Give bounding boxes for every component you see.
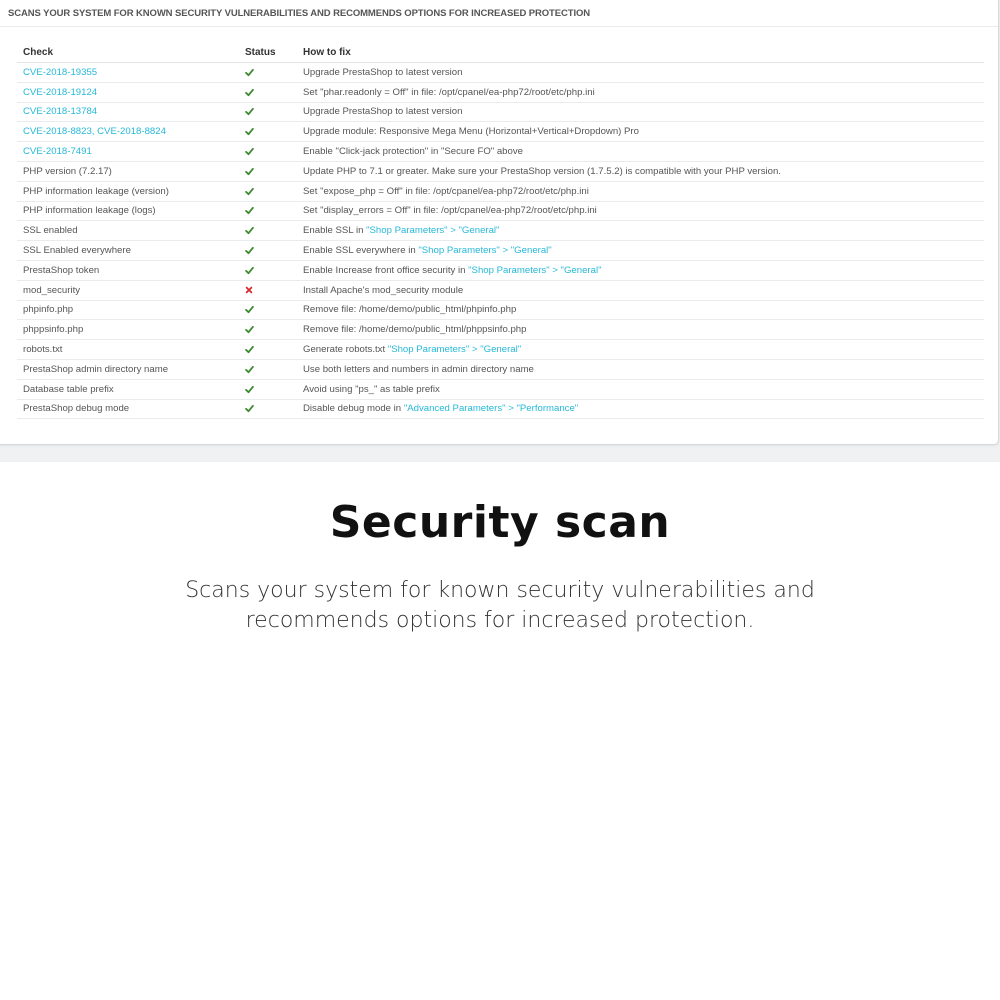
check-icon [245, 167, 254, 176]
check-name: phppsinfo.php [17, 320, 239, 340]
fix-instruction [297, 399, 984, 419]
fix-instruction [297, 181, 984, 201]
fix-instruction [297, 340, 984, 360]
settings-link[interactable]: "Shop Parameters" > "General" [366, 225, 500, 237]
table-row [17, 82, 984, 102]
fix-text: Use both letters and numbers in admin directory name [303, 363, 534, 375]
status-cell [239, 221, 297, 241]
fix-text: Upgrade PrestaShop to latest version [303, 106, 463, 118]
check-icon [245, 345, 254, 354]
feature-description: Scans your system for known security vulnerabilities and recommends options for increased protection. [185, 578, 815, 633]
check-name: SSL enabled [17, 221, 239, 241]
column-header-status: Status [239, 43, 297, 63]
table-row [17, 320, 984, 340]
fix-instruction [297, 359, 984, 379]
check-name: PrestaShop admin directory name [17, 359, 239, 379]
fix-text: Avoid using "ps_" as table prefix [303, 383, 440, 395]
settings-link[interactable]: "Shop Parameters" > "General" [387, 344, 522, 356]
status-cell [239, 300, 297, 320]
fix-instruction [297, 122, 984, 142]
table-row [17, 221, 984, 241]
settings-link[interactable]: "Shop Parameters" > "General" [468, 264, 602, 276]
check-icon [245, 246, 254, 255]
check-icon [245, 68, 254, 77]
fix-instruction [297, 142, 984, 162]
table-row [17, 201, 984, 221]
check-name: PrestaShop token [17, 260, 239, 280]
column-header-check: Check [17, 43, 239, 63]
status-cell [239, 359, 297, 379]
check-name: PHP information leakage (version) [17, 181, 239, 201]
fix-instruction [297, 300, 984, 320]
fix-instruction [297, 63, 984, 83]
fix-text: Enable "Click-jack protection" in "Secure FO" above [303, 146, 523, 158]
security-scan-panel [0, 0, 999, 445]
check-name[interactable]: CVE-2018-8823, CVE-2018-8824 [17, 122, 239, 142]
table-row [17, 340, 984, 360]
column-header-how-to-fix: How to fix [297, 43, 984, 63]
status-cell [239, 260, 297, 280]
check-icon [245, 147, 254, 156]
fix-text: Upgrade module: Responsive Mega Menu (Horizontal+Vertical+Dropdown) Pro [303, 126, 639, 138]
check-icon [245, 206, 254, 215]
screenshot-area [0, 0, 1000, 462]
check-name: PrestaShop debug mode [17, 399, 239, 419]
status-cell [239, 340, 297, 360]
table-row [17, 102, 984, 122]
status-cell [239, 280, 297, 300]
status-cell [239, 241, 297, 261]
check-name[interactable]: CVE-2018-7491 [17, 142, 239, 162]
fix-text: Enable SSL everywhere in [303, 245, 419, 257]
fix-instruction [297, 241, 984, 261]
check-icon [245, 404, 254, 413]
fix-text: Update PHP to 7.1 or greater. Make sure your PrestaShop version (1.7.5.2) is compatible with your PHP version. [303, 165, 781, 177]
fix-text: Install Apache's mod_security module [303, 284, 464, 296]
check-name[interactable]: CVE-2018-13784 [17, 102, 239, 122]
table-row [17, 300, 984, 320]
status-cell [239, 122, 297, 142]
table-row [17, 379, 984, 399]
fix-instruction [297, 201, 984, 221]
fix-text: Disable debug mode in [303, 403, 404, 415]
panel-heading: SCANS YOUR SYSTEM FOR KNOWN SECURITY VULNERABILITIES AND RECOMMENDS OPTIONS FOR INCREASED PROTECTION [0, 0, 998, 27]
fix-text: Upgrade PrestaShop to latest version [303, 66, 463, 78]
check-name: phpinfo.php [17, 300, 239, 320]
status-cell [239, 379, 297, 399]
status-cell [239, 102, 297, 122]
fix-instruction [297, 260, 984, 280]
fix-instruction [297, 82, 984, 102]
fix-instruction [297, 280, 984, 300]
status-cell [239, 161, 297, 181]
status-cell [239, 63, 297, 83]
table-row [17, 142, 984, 162]
status-cell [239, 142, 297, 162]
check-icon [245, 365, 254, 374]
check-name[interactable]: CVE-2018-19124 [17, 82, 239, 102]
feature-title: Security scan [329, 497, 671, 548]
fix-text: Enable Increase front office security in [303, 264, 469, 276]
fix-instruction [297, 221, 984, 241]
fix-text: Set "phar.readonly = Off" in file: /opt/cpanel/ea-php72/root/etc/php.ini [303, 86, 595, 98]
fix-instruction [297, 161, 984, 181]
check-icon [245, 305, 254, 314]
table-row [17, 181, 984, 201]
fix-text: Remove file: /home/demo/public_html/phppsinfo.php [303, 324, 527, 336]
status-cell [239, 82, 297, 102]
fix-text: Set "display_errors = Off" in file: /opt/cpanel/ea-php72/root/etc/php.ini [303, 205, 597, 217]
table-row [17, 260, 984, 280]
check-name: robots.txt [17, 340, 239, 360]
table-row [17, 280, 984, 300]
check-name: Database table prefix [17, 379, 239, 399]
status-cell [239, 181, 297, 201]
table-row [17, 241, 984, 261]
check-icon [245, 88, 254, 97]
check-name: SSL Enabled everywhere [17, 241, 239, 261]
table-row [17, 161, 984, 181]
fix-text: Set "expose_php = Off" in file: /opt/cpanel/ea-php72/root/etc/php.ini [303, 185, 589, 197]
fix-instruction [297, 320, 984, 340]
check-icon [245, 127, 254, 136]
table-row [17, 63, 984, 83]
status-cell [239, 399, 297, 419]
check-name: mod_security [17, 280, 239, 300]
status-cell [239, 320, 297, 340]
table-row [17, 122, 984, 142]
status-cell [239, 201, 297, 221]
table-row [17, 399, 984, 419]
check-name[interactable]: CVE-2018-19355 [17, 63, 239, 83]
check-icon [245, 266, 254, 275]
settings-link[interactable]: "Advanced Parameters" > "Performance" [403, 403, 579, 415]
check-icon [245, 187, 254, 196]
fix-text: Enable SSL in [303, 225, 367, 237]
fix-text: Generate robots.txt [303, 344, 388, 356]
scan-results-table [17, 43, 984, 419]
fix-text: Remove file: /home/demo/public_html/phpinfo.php [303, 304, 517, 316]
fix-instruction [297, 102, 984, 122]
check-icon [245, 226, 254, 235]
settings-link[interactable]: "Shop Parameters" > "General" [418, 245, 552, 257]
cross-icon [245, 286, 254, 295]
check-icon [245, 107, 254, 116]
check-icon [245, 325, 254, 334]
check-name: PHP information leakage (logs) [17, 201, 239, 221]
fix-instruction [297, 379, 984, 399]
table-header-row [17, 43, 984, 63]
table-row [17, 359, 984, 379]
check-icon [245, 385, 254, 394]
check-name: PHP version (7.2.17) [17, 161, 239, 181]
